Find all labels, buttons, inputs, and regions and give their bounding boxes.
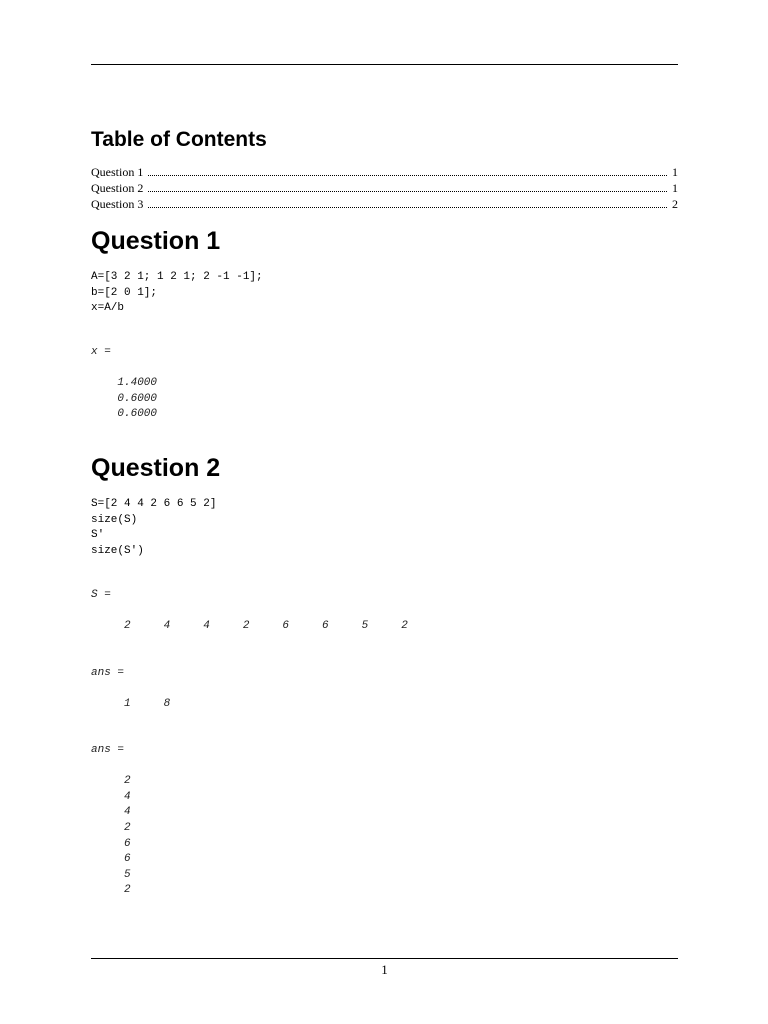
question-2-heading: Question 2: [91, 454, 221, 482]
toc-leader-dots: [148, 174, 667, 176]
question-1-heading: Question 1: [91, 227, 221, 255]
toc-entry-question-1[interactable]: [91, 164, 678, 180]
toc-leader-dots: [148, 190, 667, 192]
toc-leader-dots: [148, 206, 667, 208]
toc-entry-question-3[interactable]: [91, 196, 678, 212]
toc-entry-page: 2: [672, 197, 678, 211]
toc-entry-page: 1: [672, 181, 678, 195]
toc-entry-page: 1: [672, 165, 678, 179]
toc-entry-label: Question 2: [91, 181, 144, 195]
toc-entry-question-2[interactable]: [91, 180, 678, 196]
toc-entry-label: Question 1: [91, 165, 144, 179]
question-2-output-s: S = 2 4 4 2 6 6 5 2: [91, 589, 408, 633]
toc-entry-label: Question 3: [91, 197, 144, 211]
question-2-output-size: ans = 1 8: [91, 667, 171, 711]
table-of-contents: [91, 164, 678, 212]
page-number: 1: [381, 962, 388, 977]
footer-rule: [91, 958, 678, 959]
question-2-code: S=[2 4 4 2 6 6 5 2] size(S) S' size(S'): [91, 498, 217, 557]
toc-title: Table of Contents: [91, 128, 267, 151]
question-1-output: x = 1.4000 0.6000 0.6000: [91, 346, 158, 421]
question-2-output-transpose: ans = 2 4 4 2 6 6 5 2: [91, 744, 131, 897]
question-1-code: A=[3 2 1; 1 2 1; 2 -1 -1]; b=[2 0 1]; x=A/b: [91, 271, 263, 315]
header-rule: [91, 64, 678, 65]
